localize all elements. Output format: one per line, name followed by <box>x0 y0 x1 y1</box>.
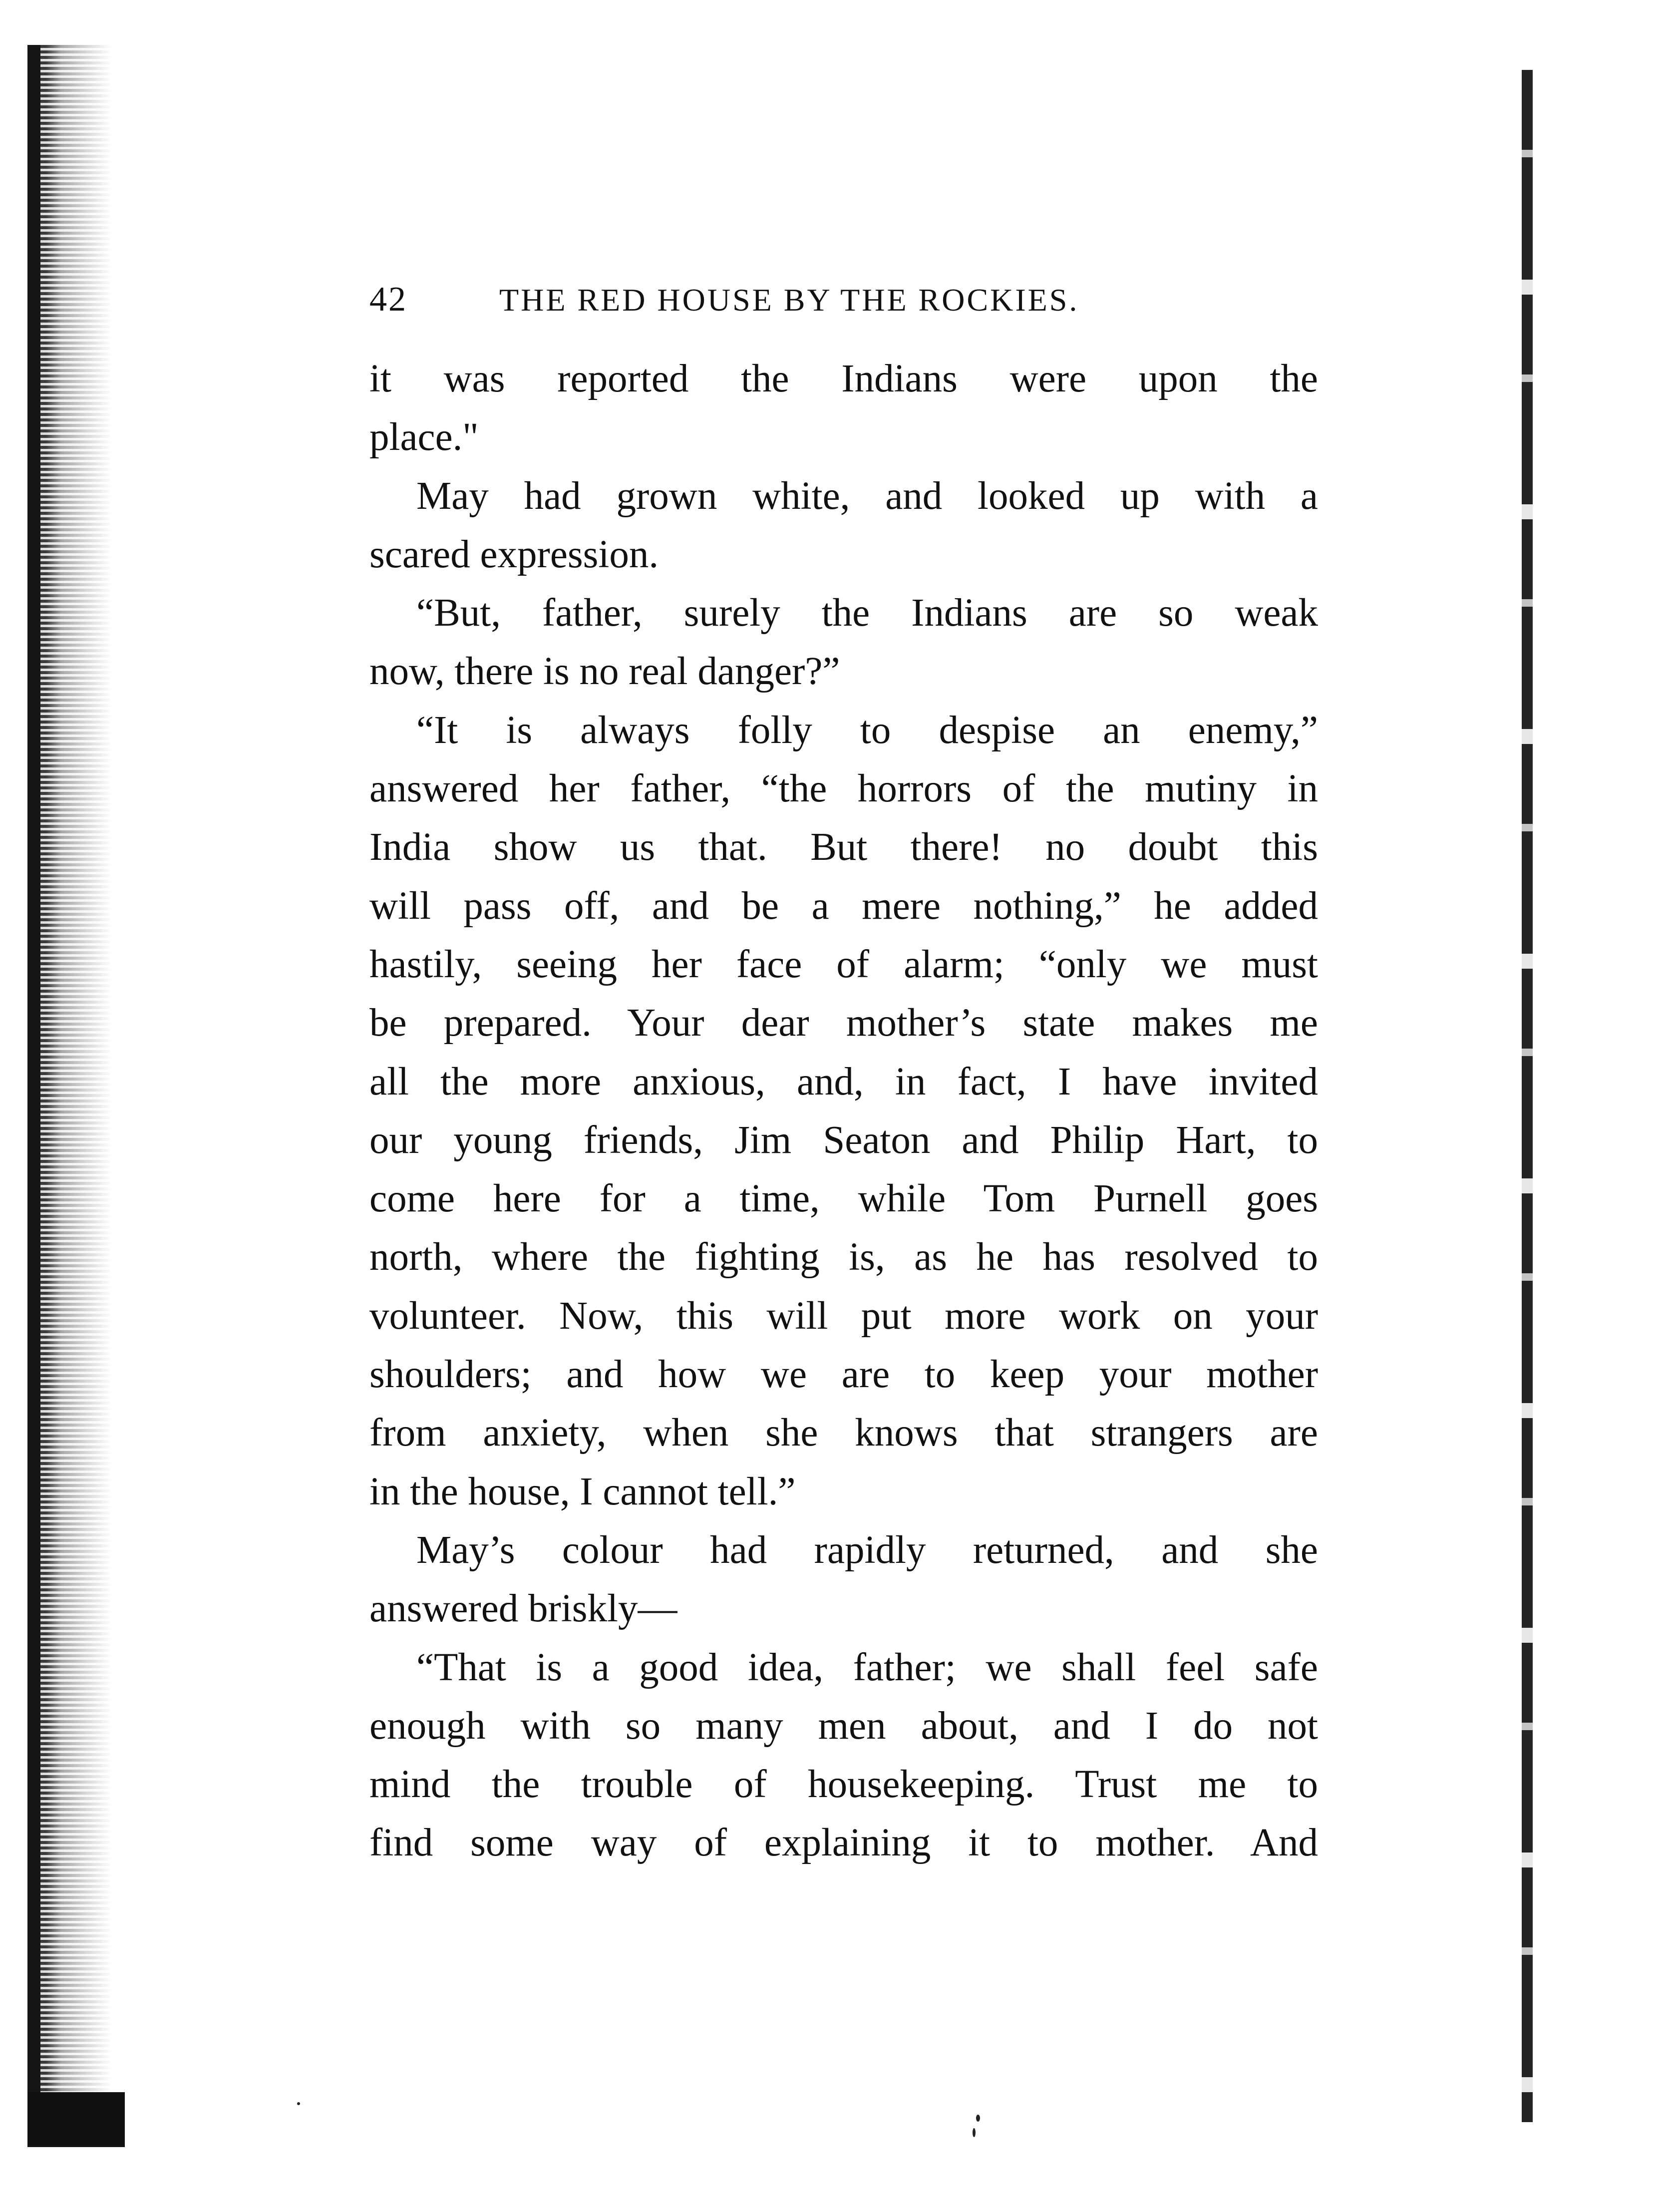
text-line: north, where the fighting is, as he has resolved to <box>369 1235 1318 1279</box>
text-line: “That is a good idea, father; we shall feel safe <box>416 1645 1318 1689</box>
scan-speck <box>976 2115 980 2122</box>
text-line: “But, father, surely the Indians are so weak <box>416 591 1318 635</box>
text-line: May had grown white, and looked up with a <box>416 474 1318 518</box>
text-line: scared expression. <box>369 532 659 576</box>
scan-speck <box>973 2128 976 2137</box>
paragraph <box>369 350 1318 467</box>
text-line: will pass off, and be a mere nothing,” he added <box>369 884 1318 928</box>
text-line: mind the trouble of housekeeping. Trust me to <box>369 1763 1318 1807</box>
scan-edge-left-corner <box>27 2092 125 2147</box>
running-title: THE RED HOUSE BY THE ROCKIES. <box>499 282 1079 318</box>
text-line: be prepared. Your dear mother’s state makes me <box>369 1001 1318 1045</box>
text-line: from anxiety, when she knows that strangers are <box>369 1411 1318 1455</box>
paragraph <box>369 1521 1318 1638</box>
text-line: answered her father, “the horrors of the mutiny in <box>369 767 1318 811</box>
text-line: all the more anxious, and, in fact, I have invited <box>369 1060 1318 1104</box>
text-line: it was reported the Indians were upon the <box>369 357 1318 400</box>
text-line: in the house, I cannot tell.” <box>369 1470 796 1513</box>
text-line: hastily, seeing her face of alarm; “only we must <box>369 942 1318 986</box>
scan-edge-right <box>1522 70 1533 2122</box>
text-line: shoulders; and how we are to keep your mother <box>369 1353 1318 1397</box>
text-line: May’s colour had rapidly returned, and she <box>416 1528 1318 1572</box>
book-page <box>369 280 1318 1872</box>
text-line: volunteer. Now, this will put more work on your <box>369 1294 1318 1338</box>
scan-edge-left-shadow <box>27 45 40 2147</box>
page-number: 42 <box>369 280 407 319</box>
text-line: enough with so many men about, and I do not <box>369 1704 1318 1748</box>
page-header <box>369 280 1318 328</box>
text-line: “It is always folly to despise an enemy,” <box>416 708 1318 752</box>
text-line: answered briskly— <box>369 1587 677 1631</box>
text-line: place." <box>369 415 479 459</box>
paragraph <box>369 701 1318 1521</box>
text-line: our young friends, Jim Seaton and Philip Hart, to <box>369 1118 1318 1162</box>
body-text <box>369 350 1318 1872</box>
text-line: now, there is no real danger?” <box>369 650 840 694</box>
scan-speck <box>297 2102 300 2105</box>
text-line: India show us that. But there! no doubt this <box>369 825 1318 869</box>
text-line: find some way of explaining it to mother. And <box>369 1821 1318 1865</box>
text-line: come here for a time, while Tom Purnell goes <box>369 1177 1318 1221</box>
paragraph <box>369 1638 1318 1872</box>
paragraph <box>369 584 1318 701</box>
paragraph <box>369 467 1318 584</box>
